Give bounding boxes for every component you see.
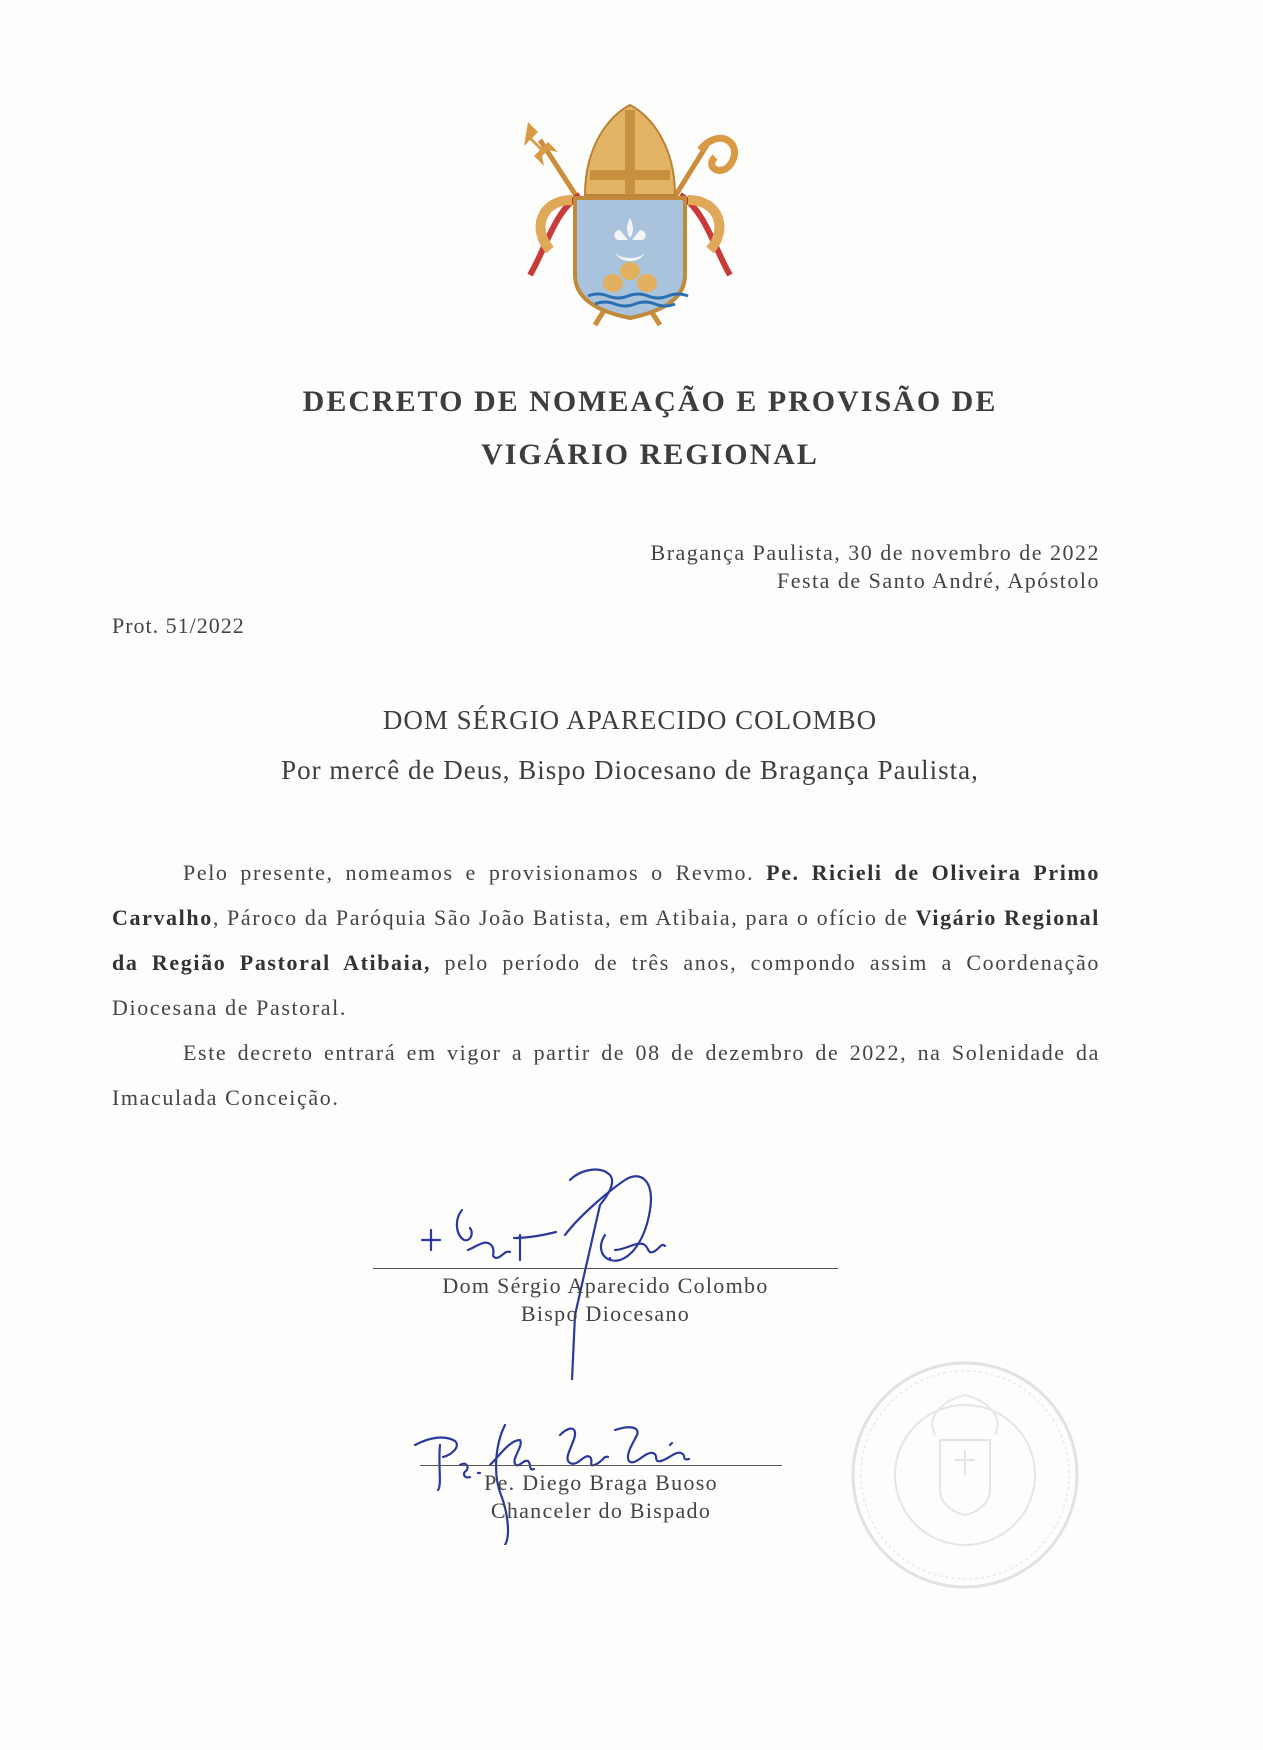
appointment-text-2: , Pároco da Paróquia São João Batista, em Atibaia, para o ofício de bbox=[212, 905, 916, 930]
bishop-name-heading: DOM SÉRGIO APARECIDO COLOMBO bbox=[382, 705, 878, 735]
coat-of-arms-image bbox=[510, 100, 740, 340]
appointment-text-1: Pelo presente, nomeamos e provisionamos o Revmo. bbox=[183, 860, 767, 885]
decree-title-line-1: DECRETO DE NOMEAÇÃO E PROVISÃO DE bbox=[302, 385, 998, 418]
office-name: Vigário Regional da Região Pastoral Atibaia, bbox=[112, 905, 1100, 975]
chancellor-signature-name: Pe. Diego Braga Buoso bbox=[484, 1470, 718, 1495]
appointee-name: Pe. Ricieli de Oliveira Primo Carvalho bbox=[112, 860, 1100, 930]
date-line: Bragança Paulista, 30 de novembro de 2022 bbox=[650, 540, 1100, 565]
chancellor-signature-role: Chanceler do Bispado bbox=[490, 1498, 712, 1523]
bishop-signature-role: Bispo Diocesano bbox=[520, 1301, 691, 1326]
bishop-signature-name: Dom Sérgio Aparecido Colombo bbox=[442, 1273, 769, 1298]
protocol-number: Prot. 51/2022 bbox=[112, 613, 245, 638]
feast-line: Festa de Santo André, Apóstolo bbox=[776, 568, 1100, 593]
appointment-text-3: pelo período de três anos, compondo assim a Coordenação Diocesana de Pastoral. bbox=[112, 950, 1100, 1020]
paragraph-appointment bbox=[112, 850, 1100, 1030]
paragraph-effective-date: Este decreto entrará em vigor a partir de 08 de dezembro de 2022, na Solenidade da Imaculada Conceição. bbox=[112, 1040, 1100, 1110]
bishop-handwritten-signature bbox=[410, 1140, 730, 1380]
decree-body bbox=[112, 850, 1100, 1120]
diocesan-seal-stamp bbox=[845, 1355, 1085, 1595]
chancellor-signature-line bbox=[420, 1465, 782, 1466]
bishop-title-line: Por mercê de Deus, Bispo Diocesano de Bragança Paulista, bbox=[281, 755, 979, 785]
bishop-signature-line bbox=[373, 1268, 838, 1269]
decree-title-line-2: VIGÁRIO REGIONAL bbox=[481, 438, 819, 471]
